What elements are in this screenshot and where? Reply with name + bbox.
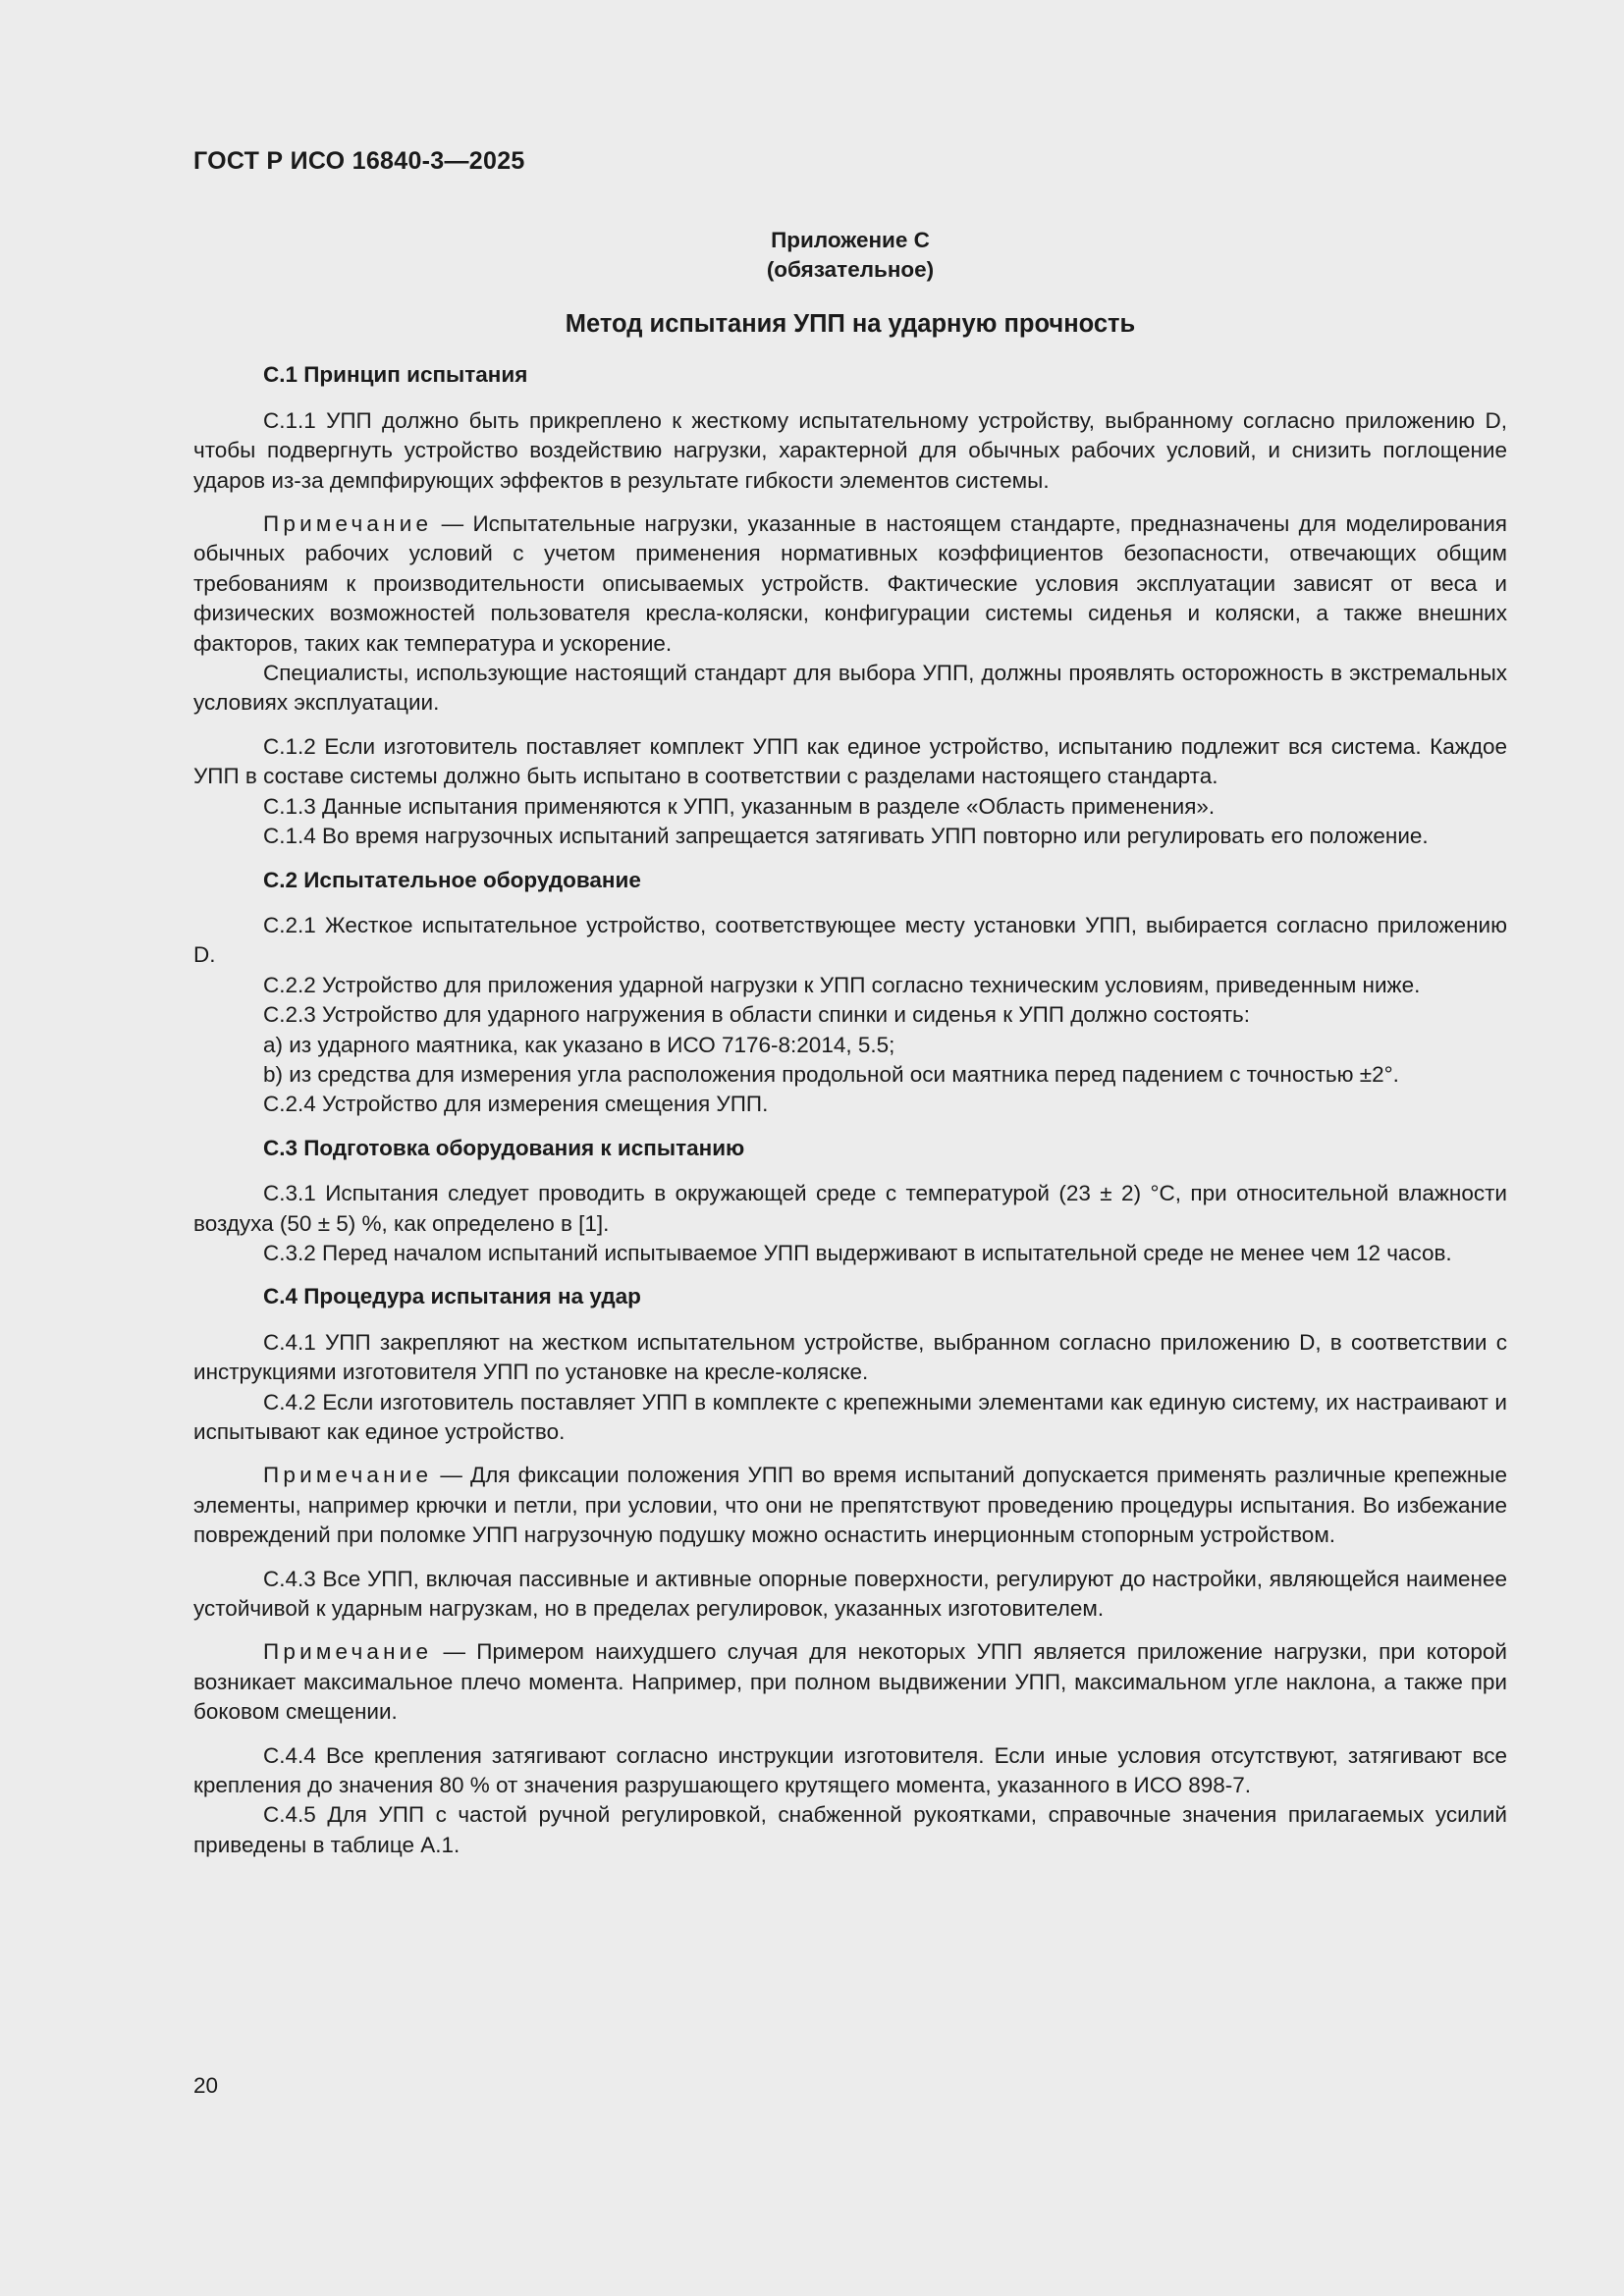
- appendix-status: (обязательное): [766, 257, 935, 282]
- document-code: ГОСТ Р ИСО 16840-3—2025: [193, 147, 525, 175]
- note-label: Примечание: [263, 1463, 433, 1488]
- page-number: 20: [193, 2073, 219, 2098]
- paragraph-c2-1: С.2.1 Жесткое испытательное устройство, соответствующее месту установки УПП, выбирается согласно приложению D.: [193, 912, 1507, 968]
- paragraph-c1-3: С.1.3 Данные испытания применяются к УПП, указанным в разделе «Область применения».: [263, 793, 1216, 819]
- note-3: [193, 1637, 1507, 1727]
- appendix-title: Метод испытания УПП на ударную прочность: [565, 310, 1136, 338]
- note-label: Примечание: [263, 1639, 433, 1665]
- paragraph-c4-2: С.4.2 Если изготовитель поставляет УПП в комплекте с крепежными элементами как единую систему, их настраивают и испытывают как единое устройство.: [193, 1389, 1507, 1444]
- list-item-b: b) из средства для измерения угла расположения продольной оси маятника перед падением с точностью ±2°.: [263, 1061, 1399, 1087]
- paragraph-c4-5: С.4.5 Для УПП с частой ручной регулировкой, снабженной рукоятками, справочные значения прилагаемых усилий приведены в таблице А.1.: [193, 1802, 1507, 1857]
- section-heading-c2: С.2 Испытательное оборудование: [263, 867, 641, 892]
- note-2: [193, 1461, 1507, 1550]
- section-heading-c1: С.1 Принцип испытания: [263, 362, 528, 388]
- note-label: Примечание: [263, 511, 433, 537]
- paragraph-c3-1: С.3.1 Испытания следует проводить в окружающей среде с температурой (23 ± 2) °С, при относительной влажности воздуха (50 ± 5) %, как определено в [1].: [193, 1181, 1507, 1236]
- paragraph-c1-2: С.1.2 Если изготовитель поставляет комплект УПП как единое устройство, испытанию подлежит вся система. Каждое УПП в составе системы должно быть испытано в соответствии с разделами настоящего стандарта.: [193, 733, 1507, 789]
- note-1-text: — Испытательные нагрузки, указанные в настоящем стандарте, предназначены для моделирования обычных рабочих условий с учетом применения нормативных коэффициентов безопасности, отвечающих общим требованиям к производительности описываемых устройств. Фактические условия эксплуатации зависят от веса и физических возможностей пользователя кресла-коляски, конфигурации системы сиденья и коляски, а также внешних факторов, таких как температура и ускорение.: [193, 511, 1507, 656]
- note-3-text: — Примером наихудшего случая для некоторых УПП является приложение нагрузки, при которой возникает максимальное плечо момента. Например, при полном выдвижении УПП, максимальном угле наклона, а также при боковом смещении.: [193, 1639, 1507, 1725]
- note-1: [193, 509, 1507, 659]
- note-1-continuation: Специалисты, использующие настоящий стандарт для выбора УПП, должны проявлять осторожность в экстремальных условиях эксплуатации.: [193, 661, 1507, 716]
- paragraph-c2-4: С.2.4 Устройство для измерения смещения УПП.: [263, 1092, 769, 1117]
- section-heading-c4: С.4 Процедура испытания на удар: [263, 1284, 641, 1309]
- paragraph-c2-2: С.2.2 Устройство для приложения ударной нагрузки к УПП согласно техническим условиям, приведенным ниже.: [263, 972, 1421, 997]
- paragraph-c4-4: С.4.4 Все крепления затягивают согласно инструкции изготовителя. Если иные условия отсутствуют, затягивают все крепления до значения 80 % от значения разрушающего крутящего момента, указанного в ИСО 898-7.: [193, 1742, 1507, 1798]
- paragraph-c4-3: С.4.3 Все УПП, включая пассивные и активные опорные поверхности, регулируют до настройки, являющейся наименее устойчивой к ударным нагрузкам, но в пределах регулировок, указанных изготовителем.: [193, 1566, 1507, 1622]
- paragraph-c4-1: С.4.1 УПП закрепляют на жестком испытательном устройстве, выбранном согласно приложению D, в соответствии с инструкциями изготовителя УПП по установке на кресле-коляске.: [193, 1329, 1507, 1385]
- paragraph-c3-2: С.3.2 Перед началом испытаний испытываемое УПП выдерживают в испытательной среде не менее чем 12 часов.: [263, 1240, 1452, 1265]
- section-heading-c3: С.3 Подготовка оборудования к испытанию: [263, 1135, 745, 1160]
- paragraph-c1-4: С.1.4 Во время нагрузочных испытаний запрещается затягивать УПП повторно или регулировать его положение.: [263, 824, 1429, 849]
- appendix-label: Приложение С: [771, 228, 930, 252]
- paragraph-c2-3: С.2.3 Устройство для ударного нагружения в области спинки и сиденья к УПП должно состоять:: [263, 1002, 1251, 1028]
- list-item-a: a) из ударного маятника, как указано в ИСО 7176-8:2014, 5.5;: [263, 1032, 895, 1057]
- note-2-text: — Для фиксации положения УПП во время испытаний допускается применять различные крепежные элементы, например крючки и петли, при условии, что они не препятствуют проведению процедуры испытания. Во избежание повреждений при поломке УПП нагрузочную подушку можно оснастить инерционным стопорным устройством.: [193, 1463, 1507, 1548]
- document-body: [193, 226, 1507, 1860]
- paragraph-c1-1: С.1.1 УПП должно быть прикреплено к жесткому испытательному устройству, выбранному согласно приложению D, чтобы подвергнуть устройство воздействию нагрузки, характерной для обычных рабочих условий, и снизить поглощение ударов из-за демпфирующих эффектов в результате гибкости элементов системы.: [193, 407, 1507, 493]
